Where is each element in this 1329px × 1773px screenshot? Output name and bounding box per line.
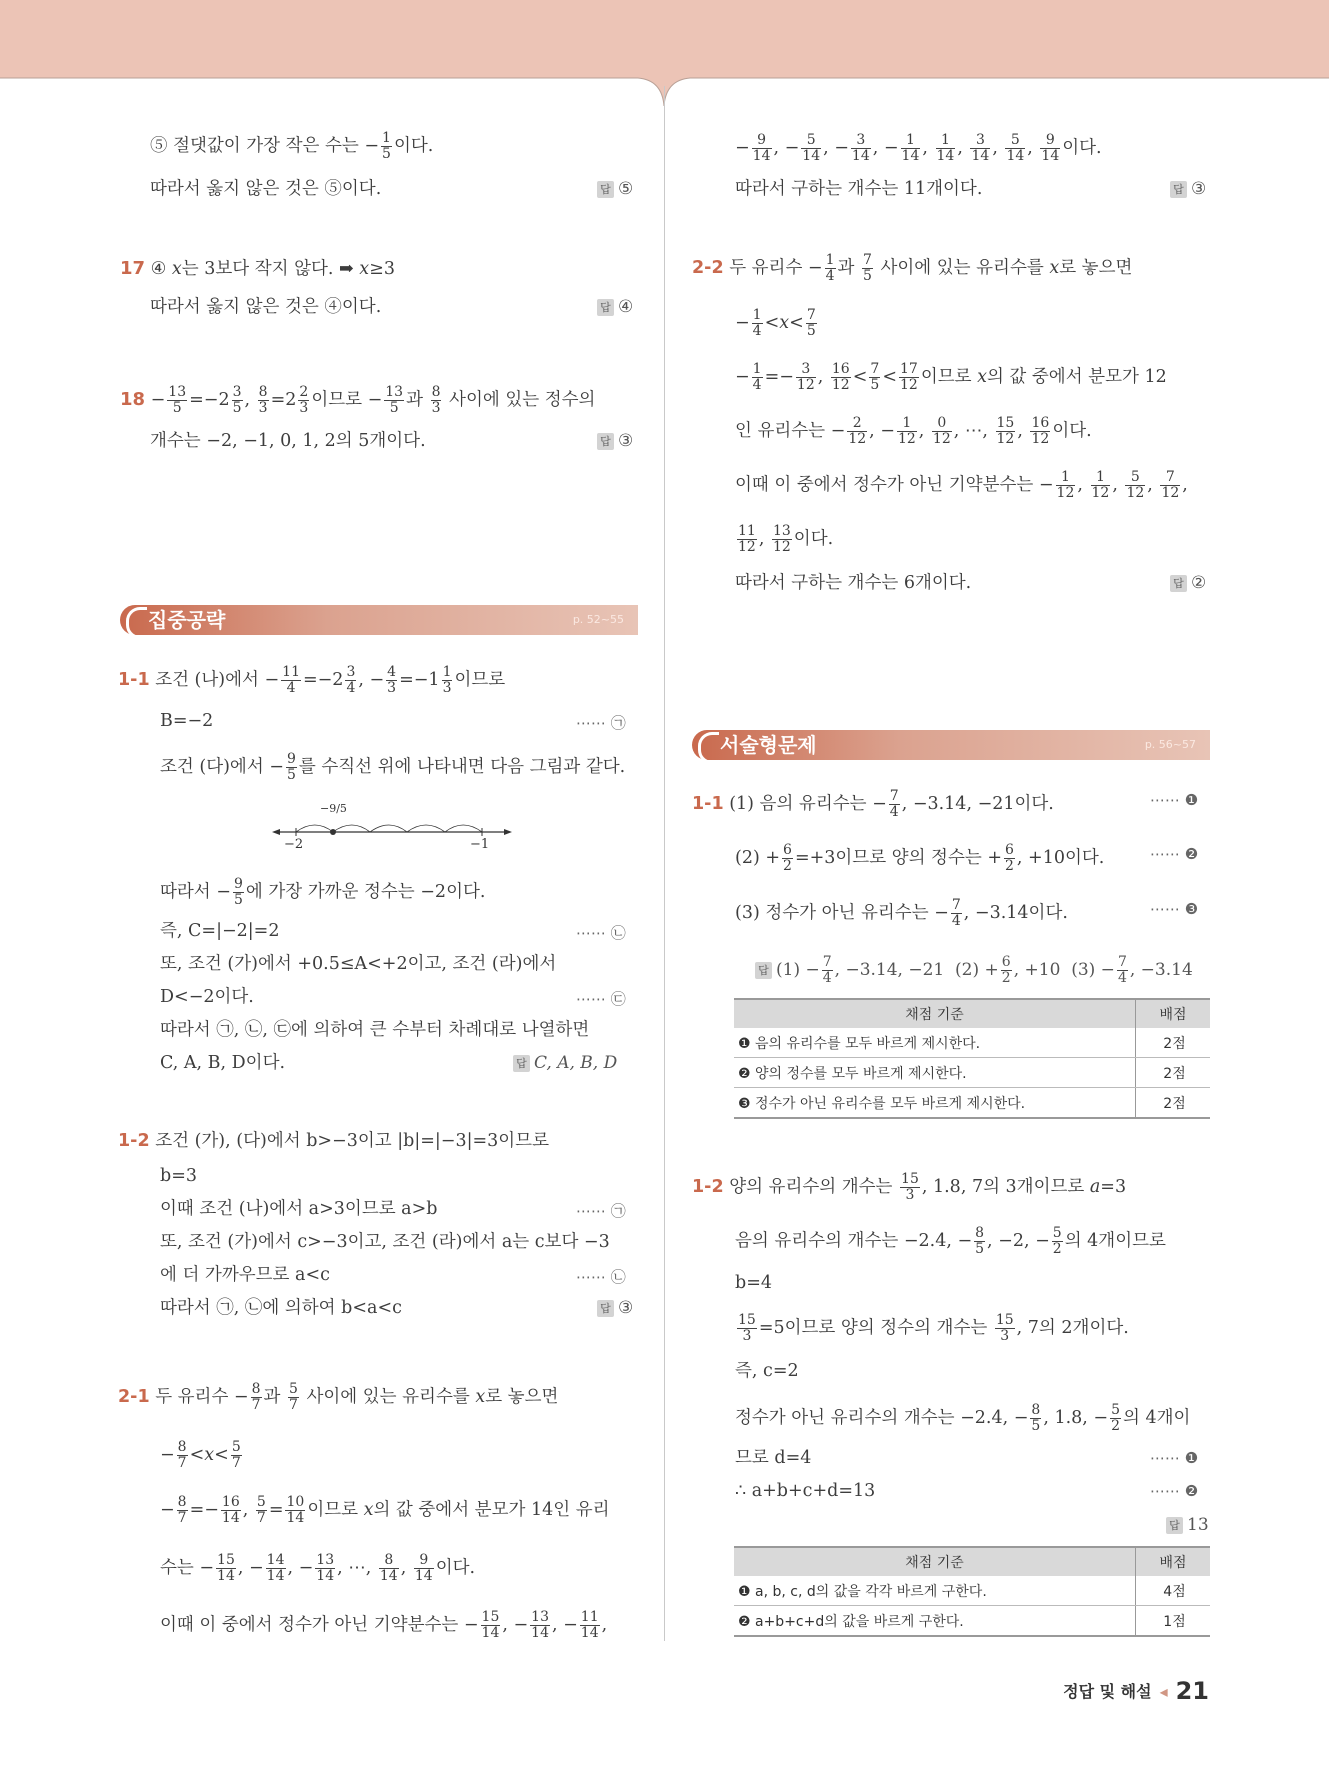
answer-mark: 답 ⑤ xyxy=(597,178,633,200)
q1-1-line1: 1-1 조건 (나)에서 − $\frac{11}{4}$ =−2 $\frac{3}{4}$ , − $\frac{4}{3}$ =−1 $\frac{1}{3}$ 이므로 xyxy=(118,664,506,696)
q2-2-line7: 따라서 구하는 개수는 6개이다. xyxy=(735,573,972,593)
column-divider xyxy=(664,86,665,1641)
s1-2-line3: b=4 xyxy=(735,1273,772,1293)
scoring-table-2: 채점 기준 배점 ❶ a, b, c, d의 값을 각각 바르게 구한다. 4점 ❷ a+b+c+d의 값을 바르게 구한다. 1점 xyxy=(734,1546,1210,1637)
answer-mark: 답 (1) − $\frac{7}{4}$ , −3.14, −21 (2) + $\frac{6}{2}$ , +10 (3) − $\frac{7}{4}$ , −3.14 xyxy=(755,955,1193,986)
marker: ⋯⋯ ❸ xyxy=(1150,900,1199,918)
q1-2-line3: 이때 조건 (나)에서 a>3이므로 a>b xyxy=(160,1199,438,1219)
s1-2-line1: 1-2 양의 유리수의 개수는 $\frac{15}{3}$ , 1.8, 7의 3개이므로 a=3 xyxy=(692,1171,1127,1203)
p17-line2: 따라서 옳지 않은 것은 ④이다. xyxy=(150,297,382,317)
q2-1-line5: 이때 이 중에서 정수가 아닌 기약분수는 − $\frac{15}{14}$ , − $\frac{13}{14}$ , − $\frac{11}{14}$ , xyxy=(160,1609,608,1641)
q2-2-line3: − $\frac{1}{4}$ =− $\frac{3}{12}$ , $\frac{16}{12}$ < $\frac{7}{5}$ < $\frac{17}{12}$ 이므로 x의 값 중에서 분모가 12 xyxy=(735,361,1167,393)
p16-line2: 따라서 옳지 않은 것은 ⑤이다. xyxy=(150,179,382,199)
q1-1-line3: 조건 (다)에서 − $\frac{9}{5}$ 를 수직선 위에 나타내면 다음 그림과 같다. xyxy=(160,751,626,783)
numberline-point-label: −9/5 xyxy=(320,802,347,815)
q2-2-line1: 2-2 두 유리수 − $\frac{1}{4}$ 과 $\frac{7}{5}$ 사이에 있는 유리수를 x로 놓으면 xyxy=(692,252,1133,284)
q2-2-line5: 이때 이 중에서 정수가 아닌 기약분수는 − $\frac{1}{12}$ , $\frac{1}{12}$ , $\frac{5}{12}$ , $\frac{7}{12}$ , xyxy=(735,469,1188,501)
q2-1-line3: − $\frac{8}{7}$ =− $\frac{16}{14}$ , $\frac{5}{7}$ = $\frac{10}{14}$ 이므로 x의 값 중에서 분모가 14인 유리 xyxy=(160,1494,610,1526)
s1-2-line8: ∴ a+b+c+d=13 xyxy=(735,1481,876,1501)
page-footer: 정답 및 해설 ◂ 21 xyxy=(1063,1677,1209,1705)
q1-2-line4: 또, 조건 (가)에서 c>−3이고, 조건 (라)에서 a는 c보다 −3 xyxy=(160,1232,610,1252)
q2-2-line2: − $\frac{1}{4}$ <x< $\frac{7}{5}$ xyxy=(735,307,816,339)
s1-2-line4: $\frac{15}{3}$ =5이므로 양의 정수의 개수는 $\frac{15}{3}$ , 7의 2개이다. xyxy=(738,1312,1129,1344)
s1-2-line2: 음의 유리수의 개수는 −2.4, − $\frac{8}{5}$ , −2, − $\frac{5}{2}$ 의 4개이므로 xyxy=(735,1225,1166,1257)
answer-mark: 답 C, A, B, D xyxy=(513,1052,617,1074)
p18-line1: 18 − $\frac{13}{5}$ =−2 $\frac{3}{5}$ , $\frac{8}{3}$ =2 $\frac{2}{3}$ 이므로 − $\frac{13}{5}$ 과 $\frac{8}{3}$ 사이에 있는 정수의 xyxy=(120,384,596,416)
marker: ⋯⋯ ❷ xyxy=(1150,845,1199,863)
scoring-table-1: 채점 기준 배점 ❶ 음의 유리수를 모두 바르게 제시한다. 2점 ❷ 양의 정수를 모두 바르게 제시한다. 2점 ❸ 정수가 아닌 유리수를 모두 바르게 제시한다. 2점 xyxy=(734,998,1210,1119)
numberline-right-label: −1 xyxy=(470,837,490,850)
s1-2-line5: 즉, c=2 xyxy=(735,1361,799,1381)
marker: ⋯⋯ ❷ xyxy=(1150,1482,1199,1500)
answer-mark: 답 13 xyxy=(1166,1514,1209,1536)
p18-line2: 개수는 −2, −1, 0, 1, 2의 5개이다. xyxy=(150,431,426,451)
q1-1-line9: C, A, B, D이다. xyxy=(160,1053,286,1073)
answer-mark: 답 ③ xyxy=(1170,178,1206,200)
q1-2-line6: 따라서 ㉠, ㉡에 의하여 b<a<c xyxy=(160,1298,402,1318)
answer-mark: 답 ③ xyxy=(597,1297,633,1319)
numberline-left-label: −2 xyxy=(284,837,304,850)
p17-line1: 17 ④ x는 3보다 작지 않다. ➡ x≥3 xyxy=(120,258,395,279)
marker: ⋯⋯ ㉠ xyxy=(576,1202,626,1220)
marker: ⋯⋯ ㉡ xyxy=(576,924,626,942)
q2-1-line4: 수는 − $\frac{15}{14}$ , − $\frac{14}{14}$ , − $\frac{13}{14}$ , ⋯, $\frac{8}{14}$ , $\frac{9}{14}$ 이다. xyxy=(160,1552,476,1584)
marker: ⋯⋯ ❶ xyxy=(1150,1449,1199,1467)
marker: ⋯⋯ ㉢ xyxy=(576,990,626,1008)
answer-mark: 답 ③ xyxy=(597,430,633,452)
s1-1-line3: (3) 정수가 아닌 유리수는 − $\frac{7}{4}$ , −3.14이다. xyxy=(735,897,1068,929)
q2-1-cont-line2: 따라서 구하는 개수는 11개이다. xyxy=(735,179,983,199)
marker: ⋯⋯ ❶ xyxy=(1150,791,1199,809)
s1-2-line7: 므로 d=4 xyxy=(735,1448,812,1468)
answer-mark: 답 ② xyxy=(1170,572,1206,594)
q1-1-line6: 또, 조건 (가)에서 +0.5≤A<+2이고, 조건 (라)에서 xyxy=(160,954,557,974)
q2-2-line6: $\frac{11}{12}$ , $\frac{13}{12}$ 이다. xyxy=(738,523,834,555)
s1-2-line6: 정수가 아닌 유리수의 개수는 −2.4, − $\frac{8}{5}$ , 1.8, − $\frac{5}{2}$ 의 4개이 xyxy=(735,1402,1191,1434)
q2-2-line4: 인 유리수는 − $\frac{2}{12}$ , − $\frac{1}{12}$ , $\frac{0}{12}$ , ⋯, $\frac{15}{12}$ , $\frac{16}{12}$ 이다. xyxy=(735,415,1092,447)
q1-1-line8: 따라서 ㉠, ㉡, ㉢에 의하여 큰 수부터 차례대로 나열하면 xyxy=(160,1020,590,1040)
q2-1-line1: 2-1 두 유리수 − $\frac{8}{7}$ 과 $\frac{5}{7}$ 사이에 있는 유리수를 x로 놓으면 xyxy=(118,1381,559,1413)
q1-2-line5: 에 더 가까우므로 a<c xyxy=(160,1265,330,1285)
q1-1-line7: D<−2이다. xyxy=(160,987,254,1007)
q1-2-line2: b=3 xyxy=(160,1166,197,1186)
q1-1-line5: 즉, C=|−2|=2 xyxy=(160,921,280,941)
marker: ⋯⋯ ㉠ xyxy=(576,714,626,732)
s1-1-line2: (2) + $\frac{6}{2}$ =+3이므로 양의 정수는 + $\frac{6}{2}$ , +10이다. xyxy=(735,842,1105,874)
q1-1-line4: 따라서 − $\frac{9}{5}$ 에 가장 가까운 정수는 −2이다. xyxy=(160,876,486,908)
q2-1-line2: − $\frac{8}{7}$ <x< $\frac{5}{7}$ xyxy=(160,1439,241,1471)
p16-line1: ⑤ 절댓값이 가장 작은 수는 − $\frac{1}{5}$ 이다. xyxy=(150,130,434,162)
q1-1-line2: B=−2 xyxy=(160,711,214,731)
page-number: 21 xyxy=(1175,1677,1209,1705)
section-header-concentration: 집중공략 p. 52~55 xyxy=(120,605,638,635)
s1-1-line1: 1-1 (1) 음의 유리수는 − $\frac{7}{4}$ , −3.14, −21이다. xyxy=(692,788,1054,820)
q2-1-cont-line1: − $\frac{9}{14}$ , − $\frac{5}{14}$ , − $\frac{3}{14}$ , − $\frac{1}{14}$ , $\frac{1}{14}$ , $\frac{3}{14}$ , $\frac{5}{14}$ , $\frac{9}{14}$ 이다. xyxy=(735,132,1102,164)
section-header-essay: 서술형문제 p. 56~57 xyxy=(692,730,1210,760)
answer-mark: 답 ④ xyxy=(597,296,633,318)
q1-2-line1: 1-2 조건 (가), (다)에서 b>−3이고 |b|=|−3|=3이므로 xyxy=(118,1131,549,1151)
marker: ⋯⋯ ㉡ xyxy=(576,1268,626,1286)
number-line xyxy=(272,798,512,850)
